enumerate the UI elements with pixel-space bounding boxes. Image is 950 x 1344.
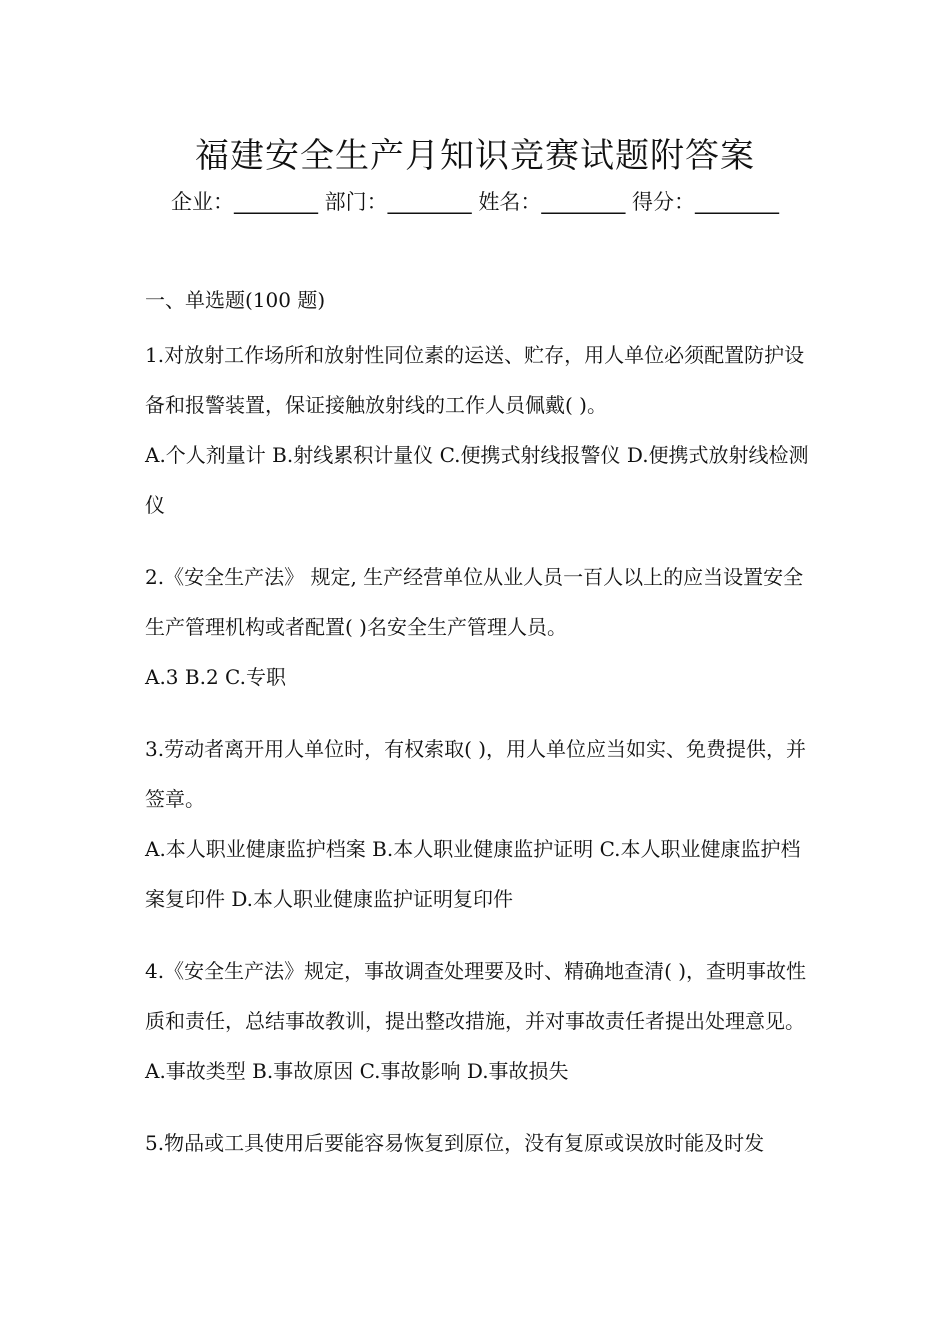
department-blank: ________ xyxy=(387,190,472,214)
question-options: A.个人剂量计 B.射线累积计量仪 C.便携式射线报警仪 D.便携式放射线检测仪 xyxy=(145,443,809,517)
question-item xyxy=(145,946,815,1096)
question-list xyxy=(145,282,815,1190)
department-label: 部门： xyxy=(324,190,388,214)
document-title: 福建安全生产月知识竞赛试题附答案 xyxy=(195,136,755,176)
info-fields xyxy=(0,186,950,216)
name-label: 姓名： xyxy=(478,190,542,214)
question-stem: 5.物品或工具使用后要能容易恢复到原位，没有复原或误放时能及时发 xyxy=(145,1131,765,1155)
section-heading: 一、单选题(100 题) xyxy=(145,288,326,312)
score-blank: ________ xyxy=(695,190,780,214)
name-blank: ________ xyxy=(541,190,626,214)
question-stem: 2.《安全生产法》 规定, 生产经营单位从业人员一百人以上的应当设置安全生产管理机构或者配置( )名安全生产管理人员。 xyxy=(145,565,804,639)
question-options: A.3 B.2 C.专职 xyxy=(145,665,286,689)
question-stem: 4.《安全生产法》规定，事故调查处理要及时、精确地查清( )，查明事故性质和责任，总结事故教训，提出整改措施，并对事故责任者提出处理意见。 xyxy=(145,959,807,1033)
question-item xyxy=(145,1118,815,1168)
question-options: A.事故类型 B.事故原因 C.事故影响 D.事故损失 xyxy=(145,1059,569,1083)
question-item xyxy=(145,330,815,530)
company-blank: ________ xyxy=(233,190,318,214)
score-label: 得分： xyxy=(632,190,696,214)
company-label: 企业： xyxy=(170,190,234,214)
question-options: A.本人职业健康监护档案 B.本人职业健康监护证明 C.本人职业健康监护档案复印件 D.本人职业健康监护证明复印件 xyxy=(145,837,801,911)
question-item xyxy=(145,552,815,702)
question-stem: 1.对放射工作场所和放射性同位素的运送、贮存，用人单位必须配置防护设备和报警装置，保证接触放射线的工作人员佩戴( )。 xyxy=(145,343,805,417)
question-stem: 3.劳动者离开用人单位时，有权索取( )，用人单位应当如实、免费提供，并签章。 xyxy=(145,737,807,811)
question-item xyxy=(145,724,815,924)
